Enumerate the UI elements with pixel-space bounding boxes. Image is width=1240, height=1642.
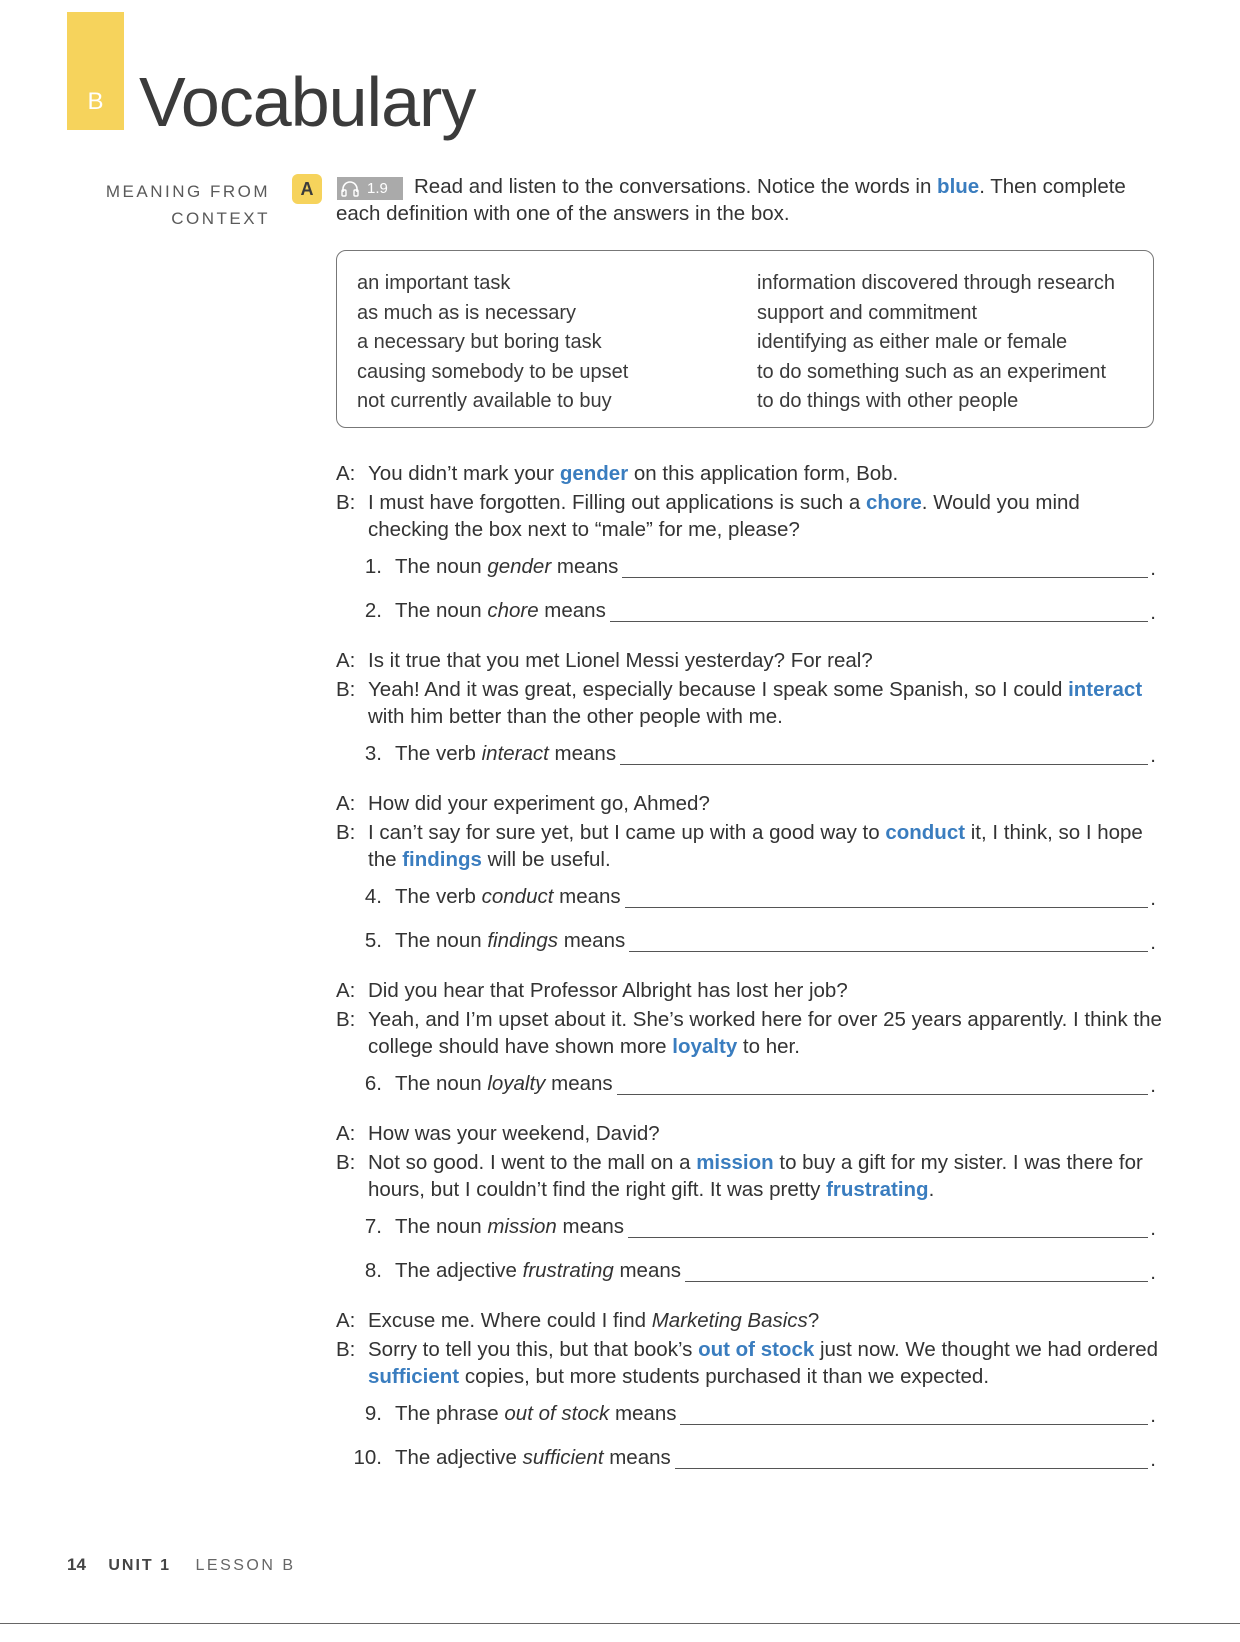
instruction-line2: each definition with one of the answers in the box. xyxy=(336,202,790,225)
item-stem xyxy=(395,885,625,909)
speaker-label: A: xyxy=(336,979,356,1002)
item-pre: The noun xyxy=(395,555,488,578)
dialogue-3 xyxy=(336,790,1166,875)
vocab-word: out of stock xyxy=(698,1338,815,1361)
item-post: means xyxy=(538,599,606,622)
item-stem xyxy=(395,599,610,623)
answer-option: to do things with other people xyxy=(757,390,1019,412)
item-pre: The noun xyxy=(395,599,488,622)
item-pre: The noun xyxy=(395,929,488,952)
dialogue-text: to her. xyxy=(737,1035,800,1058)
dialogue-text: Did you hear that Professor Albright has lost her job? xyxy=(368,979,848,1002)
item-number: 6. xyxy=(364,1072,382,1095)
definition-item-9[interactable] xyxy=(350,1402,1156,1430)
dialogue-text: it, I think, so I hope the xyxy=(368,821,1143,871)
dialogue-text: . xyxy=(928,1178,935,1201)
speaker-label: B: xyxy=(336,678,356,701)
vocab-word: conduct xyxy=(885,821,966,844)
vocab-word: sufficient xyxy=(368,1365,460,1388)
item-period: . xyxy=(1150,1448,1156,1471)
vocab-word: findings xyxy=(402,848,482,871)
item-period: . xyxy=(1150,744,1156,767)
item-stem xyxy=(395,1215,628,1239)
page-number: 14 xyxy=(67,1555,86,1574)
dialogue-turn xyxy=(336,460,1166,487)
section-letter: B xyxy=(87,88,104,115)
page-footer xyxy=(67,1555,296,1575)
dialogue-text: You didn’t mark your xyxy=(368,462,560,485)
item-post: means xyxy=(545,1072,613,1095)
item-period: . xyxy=(1150,1404,1156,1427)
item-period: . xyxy=(1150,931,1156,954)
dialogue-turn xyxy=(336,790,1166,817)
item-post: means xyxy=(553,885,621,908)
dialogue-text: to buy a gift for my sister. I was there for hours, but I couldn’t find the right gift. It was pretty xyxy=(368,1151,1143,1201)
answer-option: causing somebody to be upset xyxy=(357,360,629,383)
speaker-label: A: xyxy=(336,649,356,672)
item-post: means xyxy=(558,929,626,952)
item-number: 9. xyxy=(364,1402,382,1425)
item-number: 5. xyxy=(364,929,382,952)
section-tab xyxy=(67,12,124,130)
item-period: . xyxy=(1150,601,1156,624)
dialogue-text: . Would you mind checking the box next to “male” for me, please? xyxy=(368,491,1080,541)
item-period: . xyxy=(1150,557,1156,580)
item-number: 10. xyxy=(353,1446,382,1469)
item-word: chore xyxy=(487,599,539,622)
answer-option: identifying as either male or female xyxy=(757,331,1068,353)
item-number: 4. xyxy=(364,885,382,908)
item-number: 3. xyxy=(364,742,382,765)
vocab-word: gender xyxy=(559,462,629,485)
answer-column-right xyxy=(757,269,1115,417)
vocab-word: frustrating xyxy=(826,1178,929,1201)
speaker-label: A: xyxy=(336,1309,356,1332)
vocab-word: chore xyxy=(865,491,922,514)
exercise-label: A xyxy=(292,174,322,204)
answer-option: information discovered through research xyxy=(757,272,1115,294)
dialogue-text: Yeah, and I’m upset about it. She’s worked here for over 25 years apparently. I think the college should have shown more xyxy=(368,1008,1162,1058)
dialogue-text: just now. We thought we had ordered xyxy=(814,1338,1159,1361)
item-period: . xyxy=(1150,1217,1156,1240)
dialogue-text: ? xyxy=(807,1309,820,1332)
definition-item-4[interactable] xyxy=(350,885,1156,913)
definition-item-5[interactable] xyxy=(350,929,1156,957)
item-post: means xyxy=(603,1446,671,1469)
side-label-line2: CONTEXT xyxy=(171,209,270,228)
bottom-rule xyxy=(0,1623,1240,1624)
item-word: sufficient xyxy=(522,1446,604,1469)
dialogue-turn xyxy=(336,1149,1166,1203)
item-word: out of stock xyxy=(504,1402,610,1425)
dialogue-text: Excuse me. Where could I find xyxy=(368,1309,652,1332)
answer-column-left xyxy=(357,269,628,417)
item-stem xyxy=(395,555,622,579)
dialogue-turn xyxy=(336,1120,1166,1147)
definition-item-3[interactable] xyxy=(350,742,1156,770)
speaker-label: B: xyxy=(336,491,356,514)
item-word: gender xyxy=(487,555,552,578)
definition-item-10[interactable] xyxy=(350,1446,1156,1474)
instruction-line1-after: . Then complete xyxy=(979,175,1126,198)
item-number: 7. xyxy=(364,1215,382,1238)
side-label-line1: MEANING FROM xyxy=(105,182,270,201)
exercise-instruction xyxy=(336,173,1166,227)
item-pre: The verb xyxy=(395,742,482,765)
side-label xyxy=(80,178,270,232)
item-word: interact xyxy=(481,742,549,765)
dialogue-text: How was your weekend, David? xyxy=(368,1122,660,1145)
speaker-label: B: xyxy=(336,1338,356,1361)
vocab-word: mission xyxy=(696,1151,774,1174)
item-word: loyalty xyxy=(487,1072,546,1095)
dialogue-text: with him better than the other people with me. xyxy=(368,705,783,728)
dialogue-text: Is it true that you met Lionel Messi yesterday? For real? xyxy=(368,649,873,672)
definition-item-7[interactable] xyxy=(350,1215,1156,1243)
vocab-word: loyalty xyxy=(672,1035,738,1058)
dialogue-5 xyxy=(336,1120,1166,1205)
item-word: findings xyxy=(487,929,558,952)
dialogue-2 xyxy=(336,647,1166,732)
book-title: Marketing Basics xyxy=(651,1309,808,1332)
dialogue-text: Sorry to tell you this, but that book’s xyxy=(368,1338,699,1361)
item-post: means xyxy=(556,1215,625,1238)
item-pre: The adjective xyxy=(395,1446,523,1469)
answer-option: not currently available to buy xyxy=(357,390,612,412)
dialogue-turn xyxy=(336,647,1166,674)
speaker-label: B: xyxy=(336,821,356,844)
item-pre: The phrase xyxy=(395,1402,505,1425)
item-word: frustrating xyxy=(522,1259,614,1282)
item-period: . xyxy=(1150,887,1156,910)
unit-label: UNIT 1 xyxy=(108,1557,172,1574)
item-period: . xyxy=(1150,1261,1156,1284)
speaker-label: A: xyxy=(336,1122,356,1145)
dialogue-text: will be useful. xyxy=(481,848,611,871)
item-pre: The adjective xyxy=(395,1259,523,1282)
dialogue-text: I must have forgotten. Filling out applications is such a xyxy=(368,491,866,514)
definition-item-8[interactable] xyxy=(350,1259,1156,1287)
item-word: mission xyxy=(487,1215,557,1238)
dialogue-turn xyxy=(336,1307,1166,1334)
dialogue-turn xyxy=(336,977,1166,1004)
item-number: 2. xyxy=(364,599,382,622)
answer-option: an important task xyxy=(357,272,511,294)
speaker-label: A: xyxy=(336,792,356,815)
dialogue-turn xyxy=(336,489,1166,543)
dialogue-text: How did your experiment go, Ahmed? xyxy=(368,792,710,815)
item-period: . xyxy=(1150,1074,1156,1097)
item-post: means xyxy=(613,1259,682,1282)
dialogue-turn xyxy=(336,1006,1166,1060)
audio-track-number: 1.9 xyxy=(367,180,388,197)
answer-option: support and commitment xyxy=(757,301,978,324)
item-stem xyxy=(395,1072,617,1096)
instruction-highlight: blue xyxy=(937,175,980,198)
vocab-word: interact xyxy=(1068,678,1143,701)
item-stem xyxy=(395,929,629,953)
item-pre: The noun xyxy=(395,1072,488,1095)
dialogue-text: Yeah! And it was great, especially because I speak some Spanish, so I could xyxy=(368,678,1069,701)
dialogue-4 xyxy=(336,977,1166,1062)
item-stem xyxy=(395,1446,675,1470)
item-post: means xyxy=(551,555,619,578)
item-number: 8. xyxy=(364,1259,382,1282)
item-stem xyxy=(395,742,620,766)
dialogue-1 xyxy=(336,460,1166,545)
item-stem xyxy=(395,1402,680,1426)
answer-option: to do something such as an experiment xyxy=(757,360,1107,383)
speaker-label: B: xyxy=(336,1151,356,1174)
dialogue-text: copies, but more students purchased it than we expected. xyxy=(459,1365,990,1388)
dialogue-turn xyxy=(336,676,1166,730)
answer-option: as much as is necessary xyxy=(357,301,576,324)
instruction-before: Read and listen to the conversations. Notice the words in xyxy=(414,175,938,198)
definition-item-1[interactable] xyxy=(350,555,1156,583)
page-title: Vocabulary xyxy=(139,63,476,141)
dialogue-6 xyxy=(336,1307,1166,1392)
item-pre: The verb xyxy=(395,885,482,908)
definition-item-6[interactable] xyxy=(350,1072,1156,1100)
dialogue-text: on this application form, Bob. xyxy=(628,462,899,485)
item-post: means xyxy=(609,1402,677,1425)
dialogue-text: Not so good. I went to the mall on a xyxy=(368,1151,697,1174)
definition-item-2[interactable] xyxy=(350,599,1156,627)
item-post: means xyxy=(548,742,617,765)
item-number: 1. xyxy=(364,555,382,578)
dialogue-turn xyxy=(336,819,1166,873)
dialogue-turn xyxy=(336,1336,1166,1390)
lesson-label: LESSON B xyxy=(195,1557,296,1574)
item-word: conduct xyxy=(481,885,554,908)
item-stem xyxy=(395,1259,685,1283)
dialogue-text: I can’t say for sure yet, but I came up with a good way to xyxy=(368,821,886,844)
answer-option: a necessary but boring task xyxy=(357,331,602,353)
speaker-label: A: xyxy=(336,462,356,485)
speaker-label: B: xyxy=(336,1008,356,1031)
answer-box xyxy=(336,250,1154,428)
item-pre: The noun xyxy=(395,1215,488,1238)
